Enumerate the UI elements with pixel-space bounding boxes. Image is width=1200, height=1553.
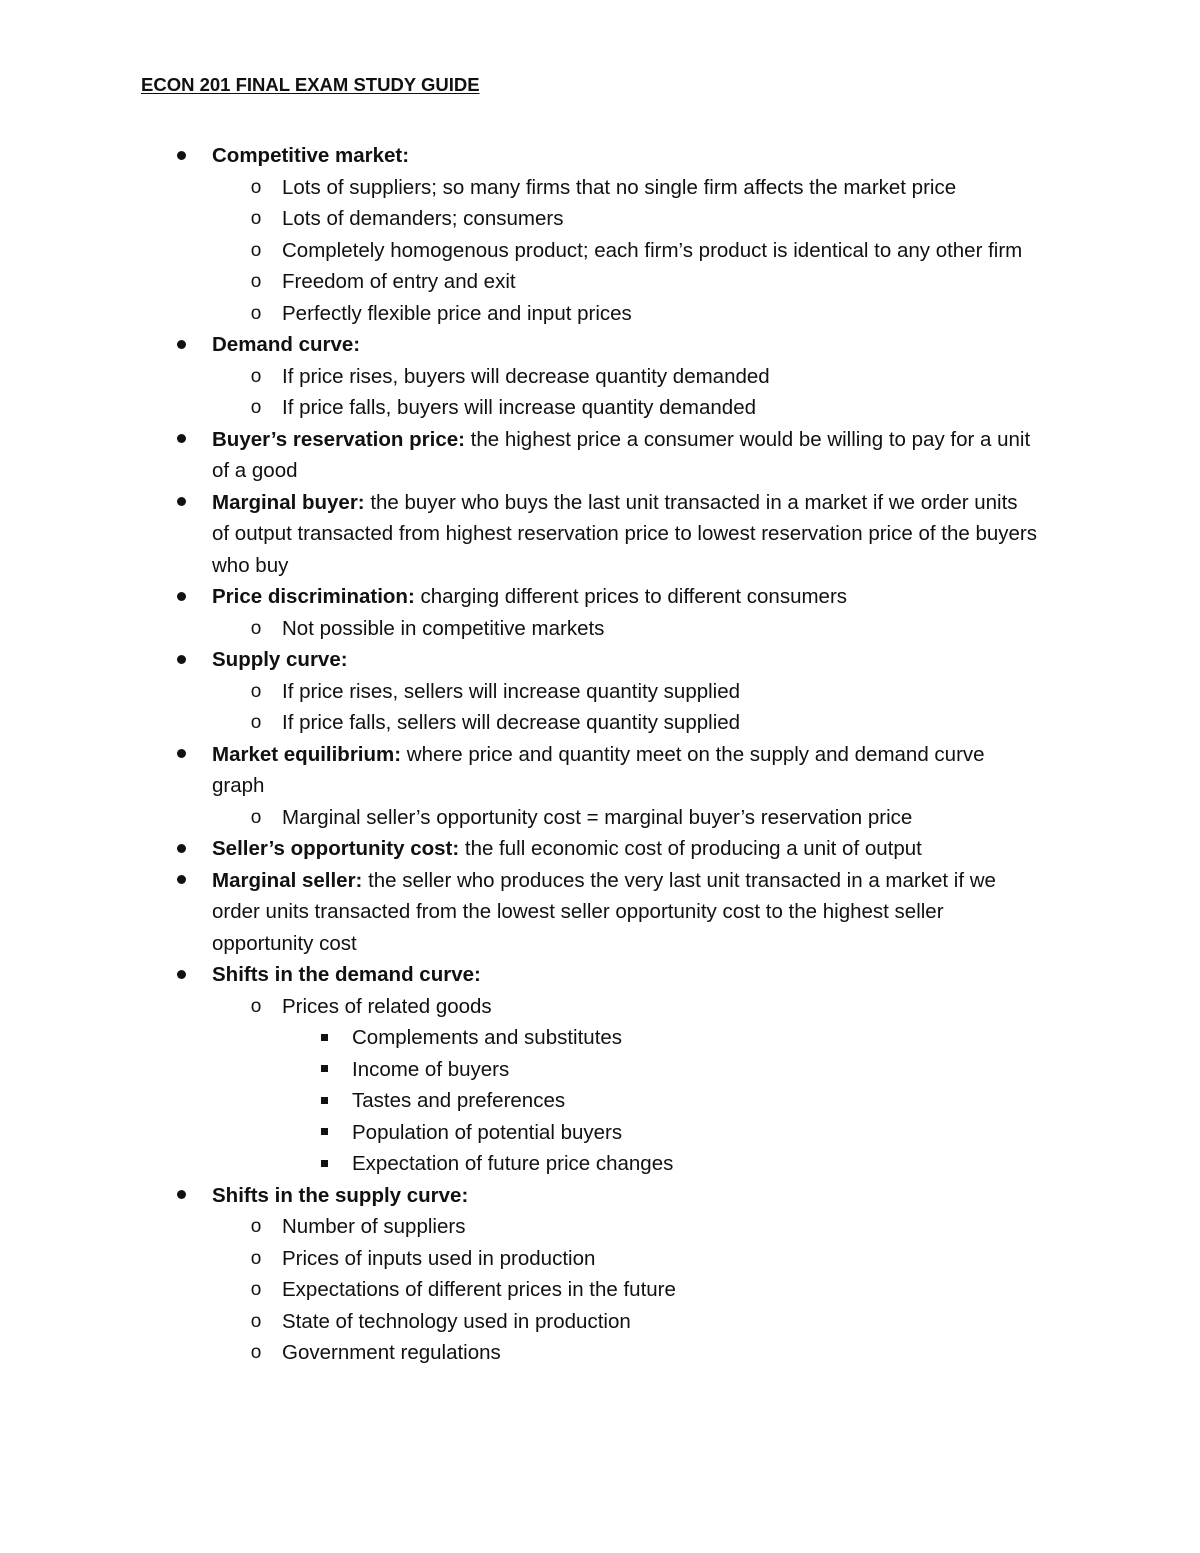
term-label: Market equilibrium: <box>212 742 402 766</box>
item-text: Number of suppliers <box>282 1215 466 1238</box>
square-bullet-icon <box>313 1054 335 1086</box>
bullet-dot-icon <box>170 140 192 172</box>
bullet-dot-icon <box>170 865 192 897</box>
bullet-dot-icon <box>170 833 192 865</box>
item-text: Expectation of future price changes <box>352 1152 674 1175</box>
item-text: the seller who produces the very last unit transacted in a market if we order units transacted from the lowest seller opportunity cost to the highest seller opportunity cost <box>212 868 996 955</box>
sub-bullet-item <box>0 298 1200 330</box>
term-label: Marginal buyer: <box>212 490 365 514</box>
sub-bullet-item <box>0 707 1200 739</box>
term-label: Buyer’s reservation price: <box>212 427 465 451</box>
bullet-dot-icon <box>170 487 192 519</box>
item-text: Prices of inputs used in production <box>282 1246 596 1270</box>
bullet-item <box>0 424 1200 487</box>
sub-bullet-item <box>0 172 1200 204</box>
sub-bullet-item <box>0 1274 1200 1306</box>
item-text: If price rises, sellers will increase quantity supplied <box>282 679 741 703</box>
sub-bullet-item <box>0 235 1200 267</box>
term-label: Shifts in the demand curve: <box>212 963 481 986</box>
item-text: Government regulations <box>282 1341 501 1364</box>
sub-bullet-item <box>0 802 1200 834</box>
bullet-item <box>0 739 1200 802</box>
circle-bullet-icon: o <box>250 1310 262 1332</box>
item-text: Lots of suppliers; so many firms that no single firm affects the market price <box>282 175 957 199</box>
bullet-item <box>0 644 1200 676</box>
circle-bullet-icon: o <box>250 1216 262 1237</box>
circle-bullet-icon: o <box>250 712 262 733</box>
sub-sub-bullet-item <box>0 1085 1200 1117</box>
sub-bullet-item <box>0 266 1200 298</box>
square-bullet-icon <box>313 1085 335 1117</box>
circle-bullet-icon: o <box>250 806 262 828</box>
circle-bullet-icon: o <box>250 302 262 324</box>
sub-bullet-item <box>0 1306 1200 1338</box>
term-label: Seller’s opportunity cost: <box>212 837 460 860</box>
circle-bullet-icon: o <box>250 365 262 387</box>
item-text: State of technology used in production <box>282 1309 631 1333</box>
bullet-item <box>0 581 1200 613</box>
sub-bullet-item <box>0 676 1200 708</box>
sub-bullet-item <box>0 203 1200 235</box>
sub-sub-bullet-item <box>0 1117 1200 1149</box>
bullet-item <box>0 140 1200 172</box>
circle-bullet-icon: o <box>250 208 262 229</box>
sub-bullet-item <box>0 1243 1200 1275</box>
item-text: Prices of related goods <box>282 994 492 1018</box>
item-text: Perfectly flexible price and input prices <box>282 301 632 325</box>
circle-bullet-icon: o <box>250 1342 262 1363</box>
term-label: Shifts in the supply curve: <box>212 1183 469 1207</box>
circle-bullet-icon: o <box>250 239 262 261</box>
item-text: If price falls, buyers will increase quantity demanded <box>282 396 757 419</box>
item-text: charging different prices to different consumers <box>414 585 848 608</box>
sub-bullet-item <box>0 392 1200 424</box>
item-text: Completely homogenous product; each firm’s product is identical to any other firm <box>282 238 1023 262</box>
sub-bullet-item <box>0 1337 1200 1369</box>
item-text: the full economic cost of producing a unit of output <box>459 837 922 860</box>
bullet-item <box>0 487 1200 582</box>
term-label: Marginal seller: <box>212 868 363 892</box>
item-text: Income of buyers <box>352 1057 510 1081</box>
term-label: Price discrimination: <box>212 585 415 608</box>
item-text: Tastes and preferences <box>352 1089 566 1112</box>
item-text: Population of potential buyers <box>352 1120 623 1144</box>
item-text: Marginal seller’s opportunity cost = marginal buyer’s reservation price <box>282 805 913 829</box>
sub-bullet-item <box>0 991 1200 1023</box>
item-text: Not possible in competitive markets <box>282 616 605 640</box>
circle-bullet-icon: o <box>250 1279 262 1300</box>
item-text: If price falls, sellers will decrease quantity supplied <box>282 711 741 734</box>
bullet-dot-icon <box>170 424 192 456</box>
bullet-dot-icon <box>170 329 192 361</box>
bullet-item <box>0 865 1200 960</box>
circle-bullet-icon: o <box>250 397 262 418</box>
bullet-item <box>0 833 1200 865</box>
term-label: Demand curve: <box>212 333 361 356</box>
item-text: Complements and substitutes <box>352 1026 623 1049</box>
bullet-item <box>0 959 1200 991</box>
circle-bullet-icon: o <box>250 617 262 639</box>
sub-sub-bullet-item <box>0 1148 1200 1180</box>
circle-bullet-icon: o <box>250 995 262 1017</box>
bullet-item <box>0 1180 1200 1212</box>
sub-bullet-item <box>0 361 1200 393</box>
page-title: ECON 201 FINAL EXAM STUDY GUIDE <box>141 74 480 95</box>
bullet-dot-icon <box>170 739 192 771</box>
circle-bullet-icon: o <box>250 1247 262 1269</box>
sub-bullet-item <box>0 1211 1200 1243</box>
circle-bullet-icon: o <box>250 680 262 702</box>
circle-bullet-icon: o <box>250 271 262 292</box>
circle-bullet-icon: o <box>250 176 262 198</box>
bullet-dot-icon <box>170 959 192 991</box>
term-label: Competitive market: <box>212 144 410 167</box>
sub-bullet-item <box>0 613 1200 645</box>
bullet-item <box>0 329 1200 361</box>
item-text: Lots of demanders; consumers <box>282 207 564 230</box>
term-label: Supply curve: <box>212 648 348 671</box>
item-text: Expectations of different prices in the future <box>282 1278 676 1301</box>
study-guide-outline <box>0 140 1200 1369</box>
sub-sub-bullet-item <box>0 1054 1200 1086</box>
item-text: Freedom of entry and exit <box>282 270 516 293</box>
square-bullet-icon <box>313 1022 335 1054</box>
square-bullet-icon <box>313 1117 335 1149</box>
bullet-dot-icon <box>170 1180 192 1212</box>
item-text: where price and quantity meet on the supply and demand curve graph <box>212 742 985 797</box>
item-text: the highest price a consumer would be willing to pay for a unit of a good <box>212 427 1031 482</box>
bullet-dot-icon <box>170 644 192 676</box>
item-text: the buyer who buys the last unit transacted in a market if we order units of output transacted from highest reservation price to lowest reservation price of the buyers who buy <box>212 490 1037 577</box>
square-bullet-icon <box>313 1148 335 1180</box>
item-text: If price rises, buyers will decrease quantity demanded <box>282 364 770 388</box>
sub-sub-bullet-item <box>0 1022 1200 1054</box>
bullet-dot-icon <box>170 581 192 613</box>
